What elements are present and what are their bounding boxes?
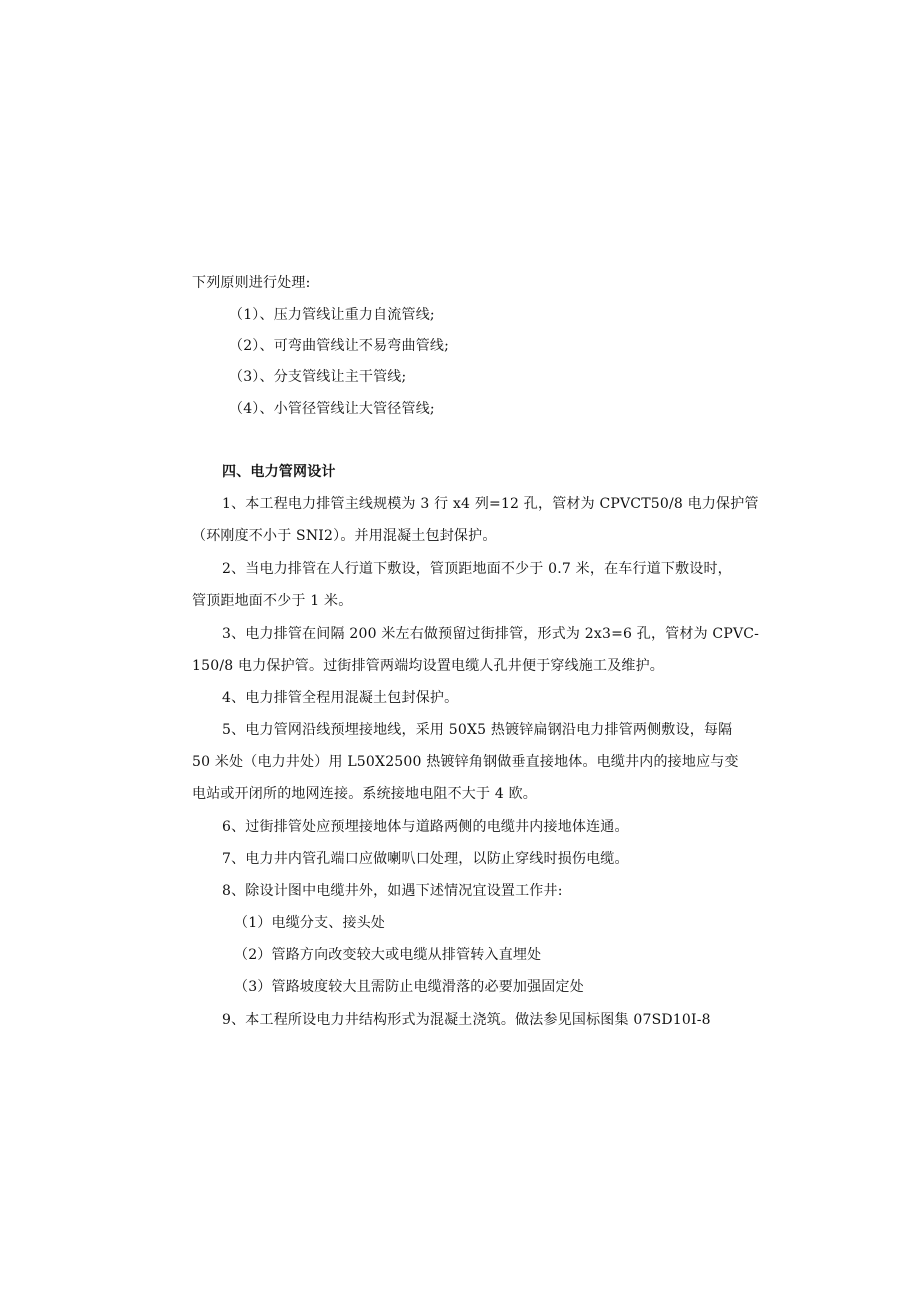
item-4-line-1: 4、电力排管全程用混凝土包封保护。 bbox=[222, 690, 459, 706]
principle-2: （2）、可弯曲管线让不易弯曲管线; bbox=[229, 338, 450, 354]
item-5-line-2: 50 米处（电力井处）用 L50X2500 热镀锌角钢做垂直接地体。电缆井内的接地应与变 bbox=[192, 754, 739, 770]
item-8-sub-2: （2）管路方向改变较大或电缆从排管转入直埋处 bbox=[234, 947, 542, 963]
item-5-line-3: 电站或开闭所的地网连接。系统接地电阻不大于 4 欧。 bbox=[192, 786, 538, 802]
item-8-sub-3: （3）管路坡度较大且需防止电缆滑落的必要加强固定处 bbox=[234, 979, 584, 995]
item-5-line-1: 5、电力管网沿线预埋接地线，采用 50X5 热镀锌扁钢沿电力排管两侧敷设，每隔 bbox=[222, 722, 733, 738]
item-6-line-1: 6、过街排管处应预埋接地体与道路两侧的电缆井内接地体连通。 bbox=[222, 819, 629, 835]
item-2-line-2: 管顶距地面不少于 1 米。 bbox=[192, 593, 353, 609]
item-3-line-2: 150/8 电力保护管。过街排管两端均设置电缆人孔井便于穿线施工及维护。 bbox=[192, 658, 664, 674]
item-1-line-2: （环刚度不小于 SNI2）。并用混凝土包封保护。 bbox=[192, 528, 497, 544]
principle-3: （3）、分支管线让主干管线; bbox=[229, 369, 407, 385]
item-8-sub-1: （1）电缆分支、接头处 bbox=[234, 915, 386, 931]
item-8-line-1: 8、除设计图中电缆井外，如遇下述情况宜设置工作井: bbox=[222, 883, 563, 899]
section-heading: 四、电力管网设计 bbox=[222, 464, 336, 480]
item-1-line-1: 1、本工程电力排管主线规模为 3 行 x4 列=12 孔，管材为 CPVCT50/8 电力保护管 bbox=[222, 496, 759, 512]
item-2-line-1: 2、当电力排管在人行道下敷设，管顶距地面不少于 0.7 米，在车行道下敷设时， bbox=[222, 561, 732, 577]
item-3-line-1: 3、电力排管在间隔 200 米左右做预留过街排管，形式为 2x3=6 孔，管材为 CPVC- bbox=[222, 626, 760, 642]
intro-line: 下列原则进行处理: bbox=[192, 275, 311, 291]
item-7-line-1: 7、电力井内管孔端口应做喇叭口处理，以防止穿线时损伤电缆。 bbox=[222, 851, 629, 867]
item-9-line-1: 9、本工程所设电力井结构形式为混凝土浇筑。做法参见国标图集 07SD10I-8 bbox=[222, 1012, 711, 1028]
principle-1: （1）、压力管线让重力自流管线; bbox=[229, 307, 435, 323]
principle-4: （4）、小管径管线让大管径管线; bbox=[229, 401, 435, 417]
